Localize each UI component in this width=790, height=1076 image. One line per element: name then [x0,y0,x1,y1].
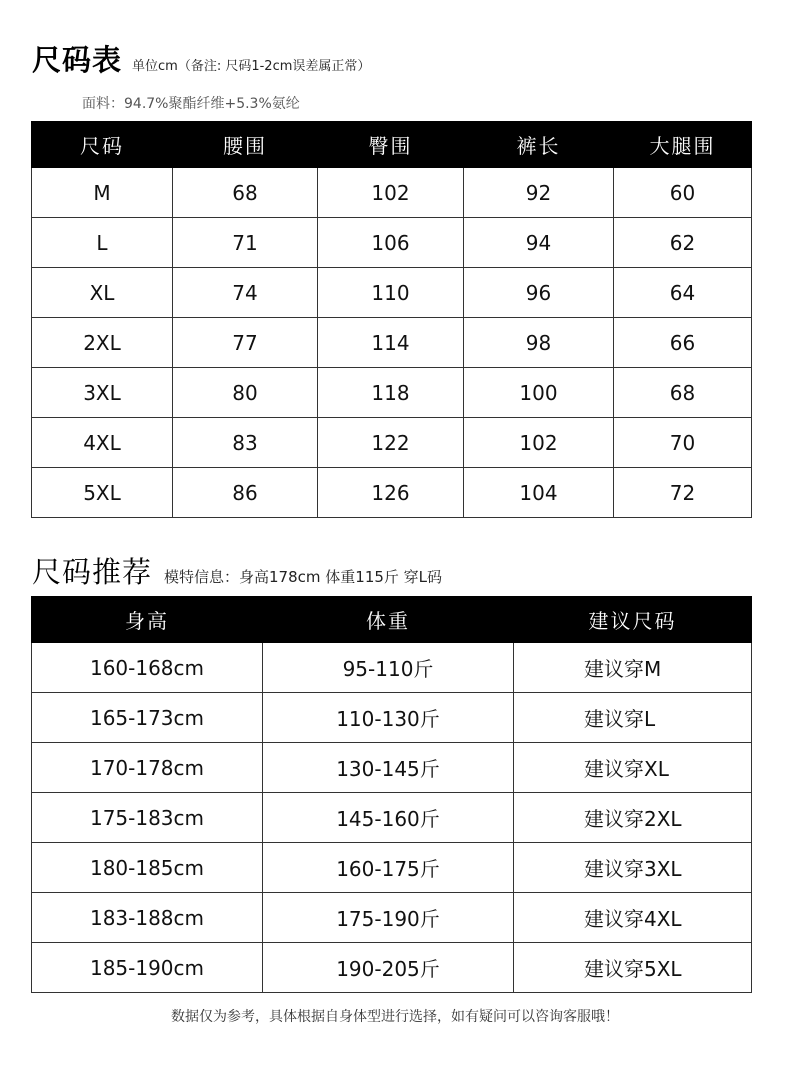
weight-cell: 130-145斤 [263,743,514,793]
header-thigh: 大腿围 [614,122,752,168]
waist-cell: 77 [173,318,318,368]
suggested-size-cell: 建议穿L [514,693,752,743]
size-cell: XL [32,268,173,318]
size-chart-title: 尺码表 [32,43,123,77]
length-cell: 104 [464,468,614,518]
size-chart-header-row [32,122,752,168]
table-row [32,793,752,843]
waist-cell: 86 [173,468,318,518]
length-cell: 102 [464,418,614,468]
table-row [32,843,752,893]
header-hip: 臀围 [318,122,464,168]
size-cell: M [32,168,173,218]
table-row [32,418,752,468]
hip-cell: 110 [318,268,464,318]
height-cell: 175-183cm [32,793,263,843]
length-cell: 96 [464,268,614,318]
table-row [32,643,752,693]
thigh-cell: 68 [614,368,752,418]
waist-cell: 74 [173,268,318,318]
table-row [32,468,752,518]
model-info: 模特信息：身高178cm 体重115斤 穿L码 [164,568,443,586]
thigh-cell: 70 [614,418,752,468]
weight-cell: 190-205斤 [263,943,514,993]
hip-cell: 122 [318,418,464,468]
waist-cell: 80 [173,368,318,418]
table-row [32,893,752,943]
table-row [32,943,752,993]
weight-cell: 175-190斤 [263,893,514,943]
size-cell: L [32,218,173,268]
length-cell: 100 [464,368,614,418]
height-cell: 170-178cm [32,743,263,793]
height-cell: 180-185cm [32,843,263,893]
size-cell: 5XL [32,468,173,518]
height-cell: 185-190cm [32,943,263,993]
table-row [32,368,752,418]
thigh-cell: 64 [614,268,752,318]
weight-cell: 160-175斤 [263,843,514,893]
hip-cell: 106 [318,218,464,268]
disclaimer-text: 数据仅为参考，具体根据自身体型进行选择，如有疑问可以咨询客服哦！ [171,1009,619,1025]
hip-cell: 118 [318,368,464,418]
table-row [32,318,752,368]
size-chart-heading [32,38,370,79]
header-waist: 腰围 [173,122,318,168]
thigh-cell: 62 [614,218,752,268]
table-row [32,693,752,743]
suggested-size-cell: 建议穿5XL [514,943,752,993]
weight-cell: 145-160斤 [263,793,514,843]
header-weight: 体重 [263,597,514,643]
header-suggested-size: 建议尺码 [514,597,752,643]
unit-note: 单位cm（备注: 尺码1-2cm误差属正常） [132,59,371,74]
suggested-size-cell: 建议穿2XL [514,793,752,843]
height-cell: 183-188cm [32,893,263,943]
thigh-cell: 66 [614,318,752,368]
size-chart-table [31,121,752,518]
hip-cell: 126 [318,468,464,518]
thigh-cell: 72 [614,468,752,518]
height-cell: 165-173cm [32,693,263,743]
size-cell: 2XL [32,318,173,368]
hip-cell: 102 [318,168,464,218]
recommend-title: 尺码推荐 [32,555,153,589]
table-row [32,743,752,793]
height-cell: 160-168cm [32,643,263,693]
table-row [32,218,752,268]
length-cell: 98 [464,318,614,368]
size-cell: 3XL [32,368,173,418]
recommend-heading [32,550,442,591]
suggested-size-cell: 建议穿4XL [514,893,752,943]
waist-cell: 83 [173,418,318,468]
waist-cell: 71 [173,218,318,268]
recommend-header-row [32,597,752,643]
length-cell: 94 [464,218,614,268]
length-cell: 92 [464,168,614,218]
weight-cell: 110-130斤 [263,693,514,743]
header-length: 裤长 [464,122,614,168]
header-size: 尺码 [32,122,173,168]
table-row [32,168,752,218]
suggested-size-cell: 建议穿3XL [514,843,752,893]
recommend-table [31,596,752,993]
suggested-size-cell: 建议穿M [514,643,752,693]
header-height: 身高 [32,597,263,643]
thigh-cell: 60 [614,168,752,218]
hip-cell: 114 [318,318,464,368]
weight-cell: 95-110斤 [263,643,514,693]
fabric-composition: 面料：94.7%聚酯纤维+5.3%氨纶 [82,96,300,112]
size-cell: 4XL [32,418,173,468]
suggested-size-cell: 建议穿XL [514,743,752,793]
waist-cell: 68 [173,168,318,218]
table-row [32,268,752,318]
